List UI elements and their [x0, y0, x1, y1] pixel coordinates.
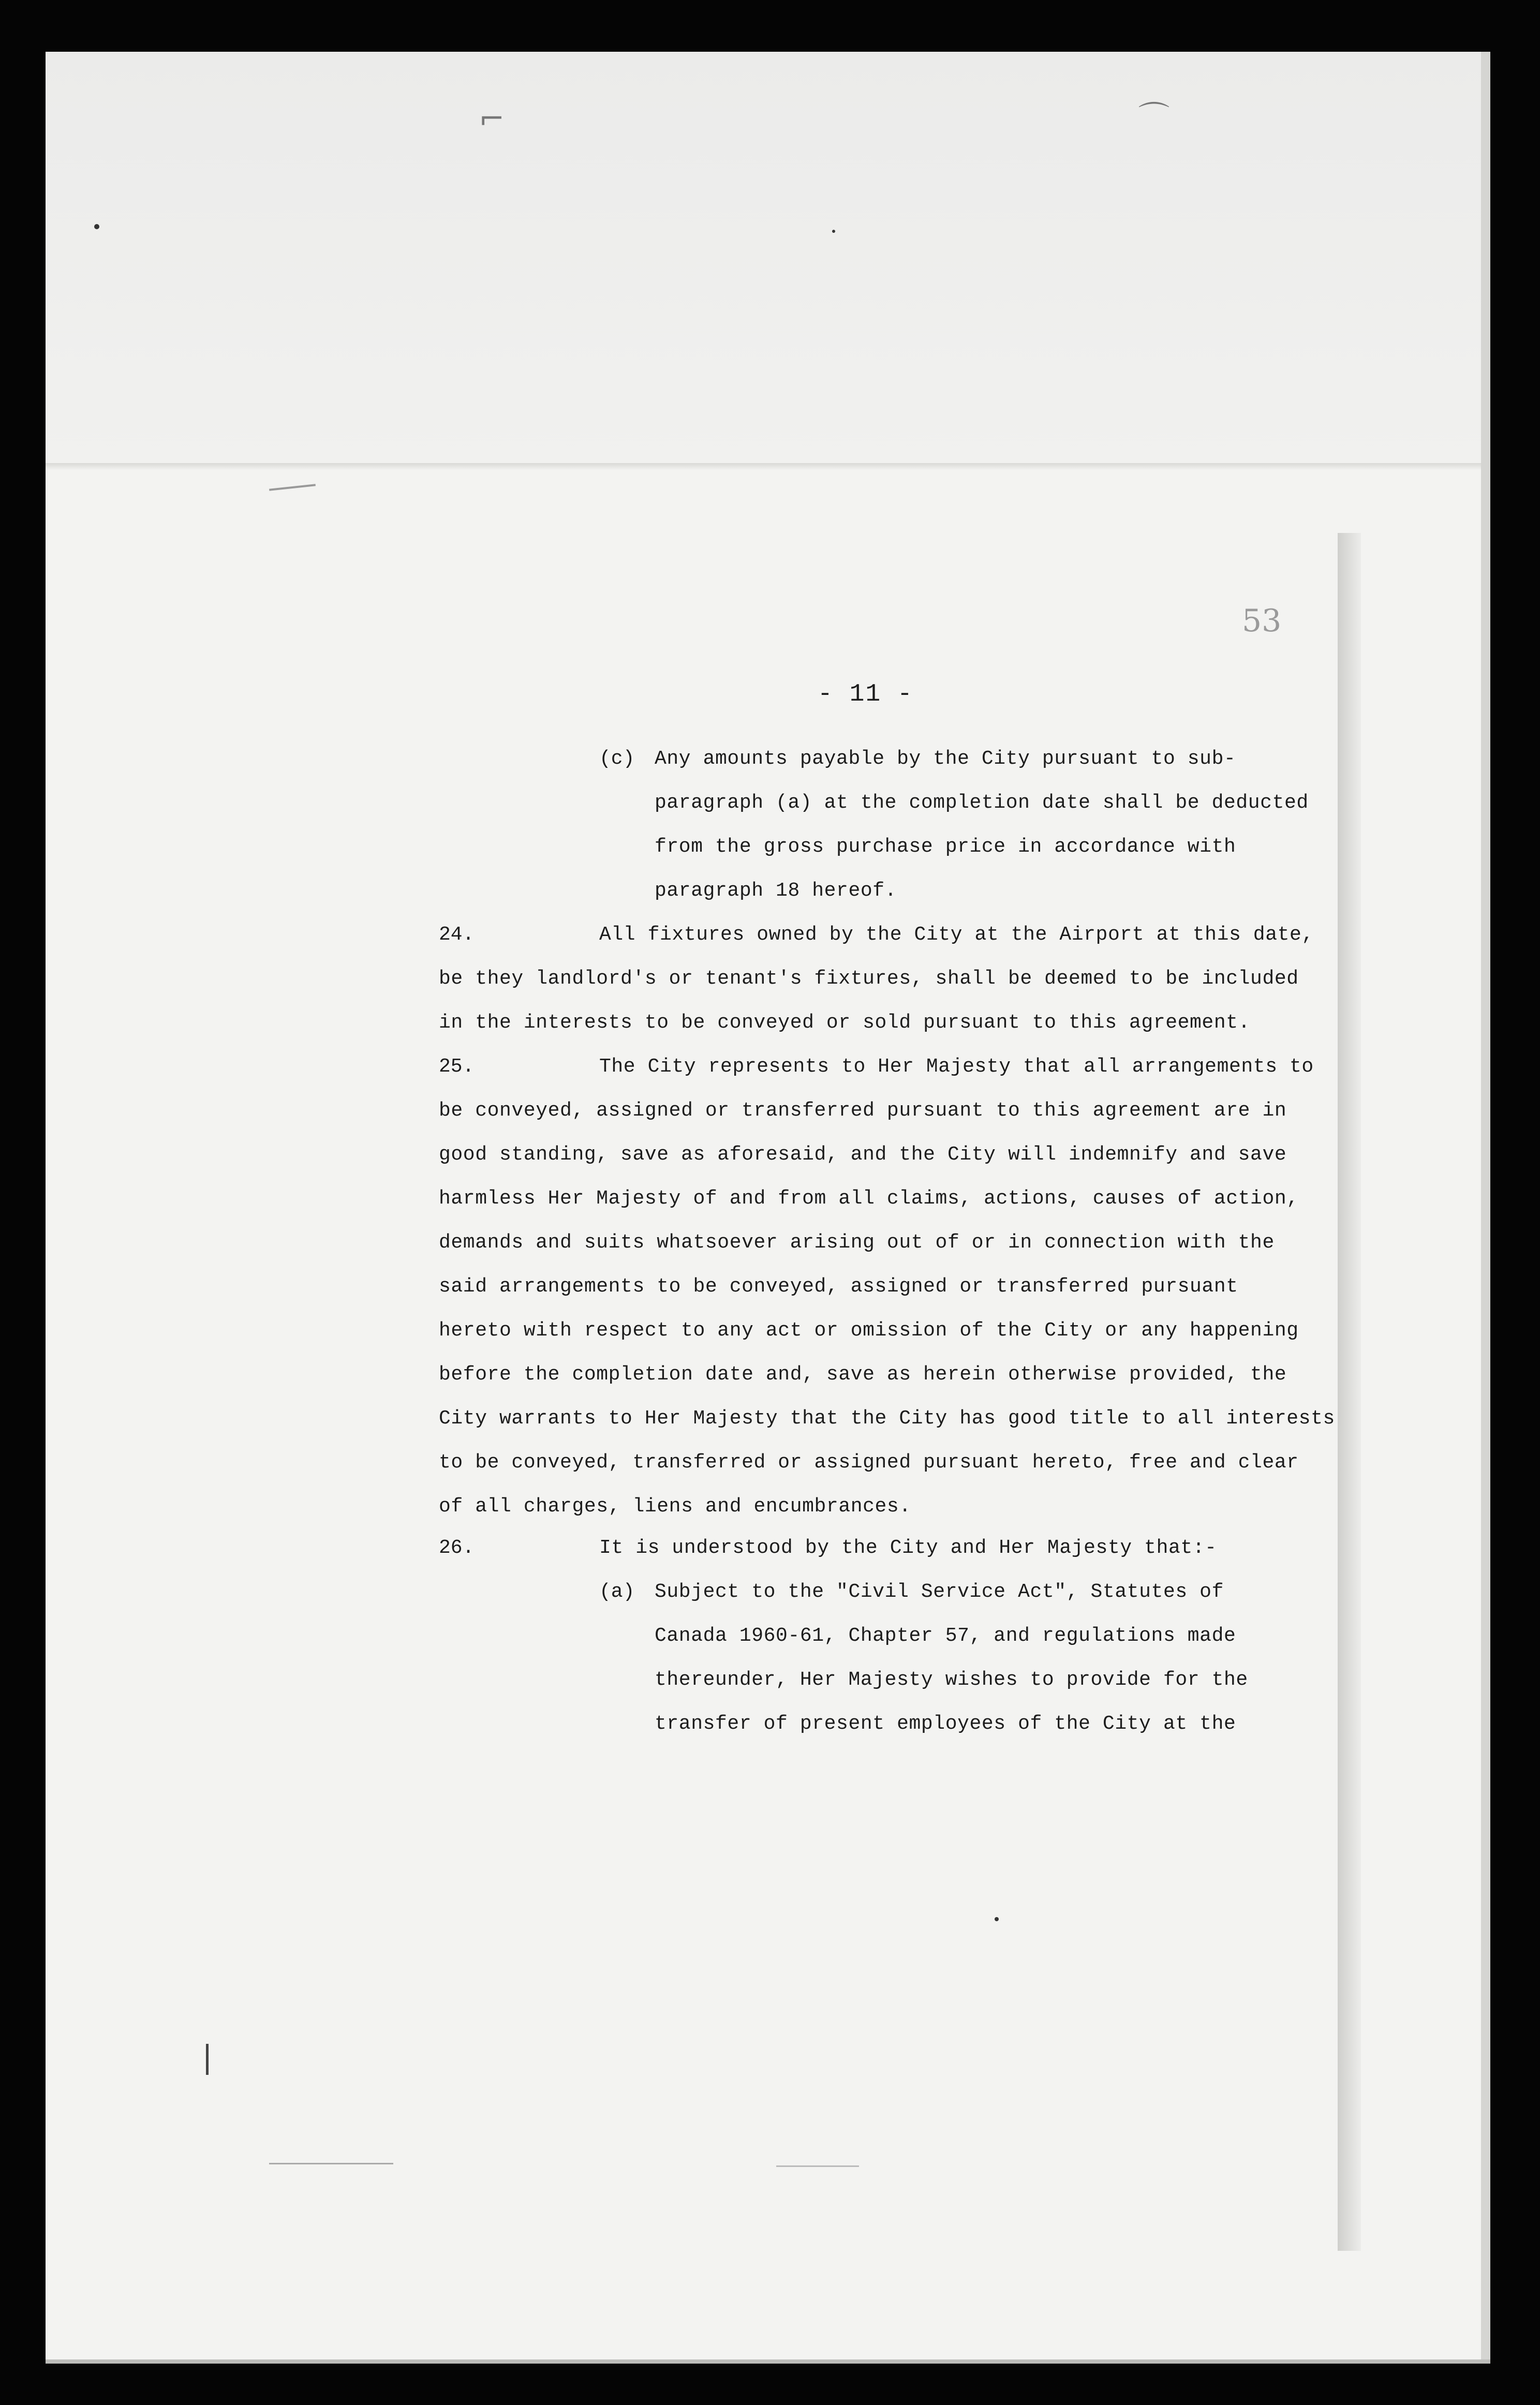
text-line: before the completion date and, save as herein otherwise provided, the	[439, 1363, 1287, 1386]
paragraph-number: 26.	[439, 1537, 475, 1559]
paragraph-number: 25.	[439, 1056, 475, 1078]
scan-mark-dash	[269, 2163, 393, 2164]
text-line: harmless Her Majesty of and from all claims, actions, causes of action,	[439, 1187, 1299, 1210]
paper-right-edge	[1481, 52, 1490, 2359]
text-line: transfer of present employees of the City at the	[655, 1713, 1236, 1735]
scan-speck	[94, 224, 99, 229]
sheet-fold-line	[46, 463, 1482, 470]
page-number: - 11 -	[818, 680, 913, 708]
scan-mark-arc: ⌒	[1138, 100, 1169, 136]
subparagraph-label: (a)	[599, 1581, 635, 1603]
text-line: The City represents to Her Majesty that all arrangements to	[599, 1056, 1314, 1078]
text-line: Subject to the "Civil Service Act", Statutes of	[655, 1581, 1224, 1603]
text-line: City warrants to Her Majesty that the City has good title to all interests	[439, 1407, 1335, 1430]
text-line: said arrangements to be conveyed, assigned or transferred pursuant	[439, 1275, 1238, 1298]
text-line: paragraph (a) at the completion date shall be deducted	[655, 792, 1309, 814]
text-line: from the gross purchase price in accordance with	[655, 836, 1236, 858]
text-line: paragraph 18 hereof.	[655, 880, 897, 902]
scan-mark-vertical	[206, 2044, 209, 2075]
text-line: in the interests to be conveyed or sold pursuant to this agreement.	[439, 1012, 1251, 1034]
scan-speck	[832, 230, 835, 233]
text-line: demands and suits whatsoever arising out of or in connection with the	[439, 1231, 1275, 1254]
page-edge-shadow	[1338, 533, 1361, 2251]
paragraph-number: 24.	[439, 924, 475, 946]
text-line: to be conveyed, transferred or assigned pursuant hereto, free and clear	[439, 1451, 1299, 1474]
scan-speck	[995, 1917, 999, 1921]
text-line: thereunder, Her Majesty wishes to provide for the	[655, 1669, 1248, 1691]
paper-bottom-edge	[46, 2359, 1490, 2364]
overlapping-sheet-top	[46, 52, 1482, 466]
subparagraph-label: (c)	[599, 748, 635, 770]
text-line: good standing, save as aforesaid, and the City will indemnify and save	[439, 1144, 1287, 1166]
scan-mark-curl: ⌐	[479, 101, 505, 137]
text-line: All fixtures owned by the City at the Airport at this date,	[599, 924, 1314, 946]
text-line: Canada 1960-61, Chapter 57, and regulations made	[655, 1625, 1236, 1647]
text-line: be they landlord's or tenant's fixtures, shall be deemed to be included	[439, 968, 1299, 990]
scan-mark-dash	[776, 2165, 859, 2167]
text-line: of all charges, liens and encumbrances.	[439, 1495, 911, 1518]
text-line: hereto with respect to any act or omission of the City or any happening	[439, 1319, 1299, 1342]
text-line: Any amounts payable by the City pursuant to sub-	[655, 748, 1236, 770]
folio-mark: 53	[1242, 603, 1282, 639]
text-line: It is understood by the City and Her Majesty that:-	[599, 1537, 1217, 1559]
text-line: be conveyed, assigned or transferred pursuant to this agreement are in	[439, 1100, 1287, 1122]
